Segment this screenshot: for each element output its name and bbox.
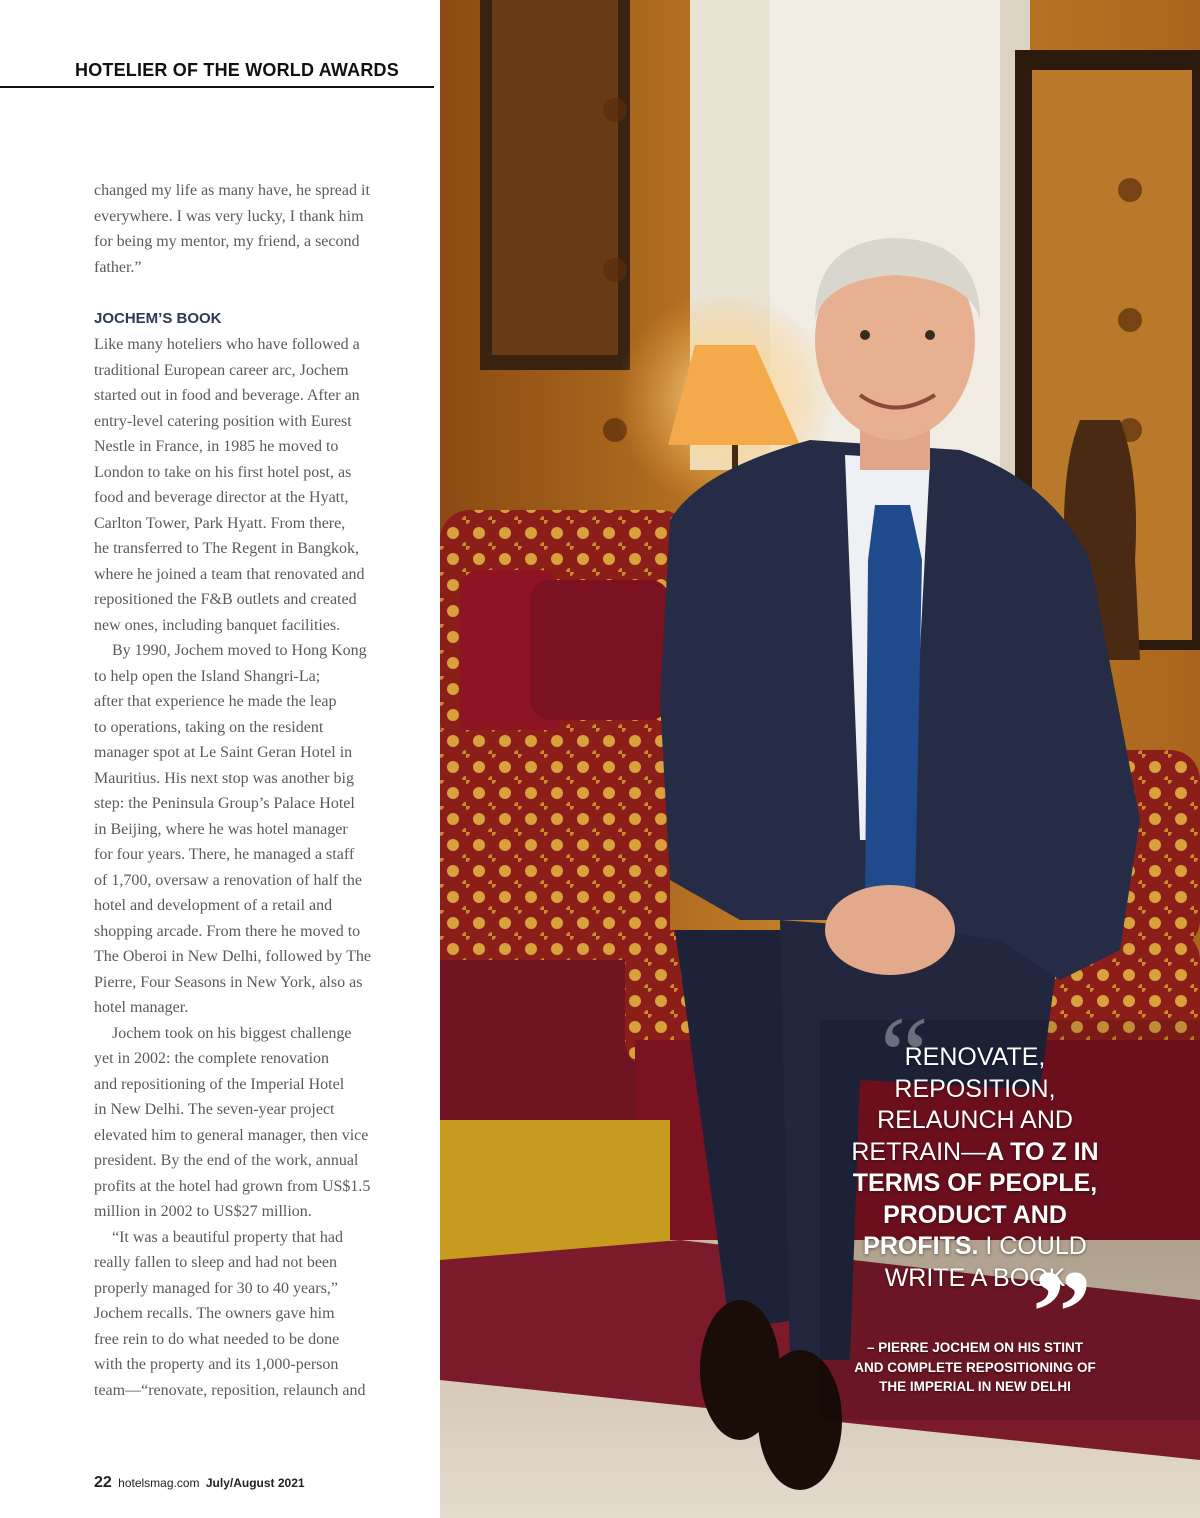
quote-line — [840, 1137, 1110, 1169]
text-line: “It was a beautiful property that had — [112, 1228, 344, 1246]
quote-fragment: I COULD — [978, 1232, 1087, 1260]
paragraph-1 — [94, 332, 422, 638]
header-rule — [0, 86, 434, 88]
text-line: Carlton Tower, Park Hyatt. From there, — [94, 514, 346, 532]
text-line: traditional European career arc, Jochem — [94, 361, 349, 379]
text-line: with the property and its 1,000-person — [94, 1356, 339, 1373]
text-line: to help open the Island Shangri-La; — [94, 667, 321, 685]
quote-line: RELAUNCH AND — [877, 1106, 1073, 1134]
text-line: Jochem took on his biggest challenge — [112, 1024, 352, 1042]
text-line: in Beijing, where he was hotel manager — [94, 820, 348, 838]
paragraph-4 — [94, 1225, 422, 1404]
text-line: entry-level catering position with Eurest — [94, 412, 352, 430]
text-line: elevated him to general manager, then vice — [94, 1126, 369, 1144]
intro-paragraph — [94, 178, 422, 280]
text-line: free rein to do what needed to be done — [94, 1330, 340, 1348]
text-line: team—“renovate, reposition, relaunch and — [94, 1381, 366, 1399]
text-line: hotel and development of a retail and — [94, 897, 333, 914]
text-line: to operations, taking on the resident — [94, 718, 324, 736]
text-line: where he joined a team that renovated and — [94, 565, 365, 583]
attribution-line: – PIERRE JOCHEM ON HIS STINT — [866, 1340, 1084, 1355]
text-line: Nestle in France, in 1985 he moved to — [94, 438, 339, 455]
text-line: really fallen to sleep and had not been — [94, 1254, 338, 1271]
quote-attribution — [840, 1338, 1110, 1397]
close-quote-mark: ” — [1032, 1245, 1092, 1378]
text-line: everywhere. I was very lucky, I thank him — [94, 207, 364, 225]
text-column — [0, 0, 440, 1518]
article-subhead: JOCHEM’S BOOK — [94, 310, 222, 327]
tie — [865, 505, 922, 920]
text-line: shopping arcade. From there he moved to — [94, 922, 361, 940]
paragraph-2 — [94, 638, 422, 1021]
sofa-seat — [440, 730, 670, 960]
footer-issue: July/August 2021 — [205, 1476, 305, 1490]
article-body — [94, 178, 422, 1403]
attribution-line: AND COMPLETE REPOSITIONING OF — [854, 1359, 1096, 1375]
text-line: and repositioning of the Imperial Hotel — [94, 1075, 345, 1093]
spacer — [94, 280, 422, 306]
paragraph-3 — [94, 1021, 422, 1225]
text-line: after that experience he made the leap — [94, 693, 337, 710]
cushion — [530, 580, 670, 720]
text-line: in New Delhi. The seven-year project — [94, 1101, 335, 1118]
page-number: 22 — [94, 1474, 112, 1491]
text-line: for being my mentor, my friend, a second — [94, 233, 360, 250]
text-line: food and beverage director at the Hyatt, — [94, 489, 349, 506]
page-footer — [94, 1474, 305, 1492]
text-line: he transferred to The Regent in Bangkok, — [94, 540, 359, 557]
quote-fragment: RETRAIN— — [851, 1137, 987, 1166]
section-header: HOTELIER OF THE WORLD AWARDS — [75, 60, 399, 80]
quote-fragment: A TO Z IN — [986, 1137, 1099, 1166]
text-line: Jochem recalls. The owners gave him — [94, 1305, 335, 1322]
footer-site: hotelsmag.com — [118, 1476, 200, 1490]
text-line: changed my life as many have, he spread it — [94, 182, 370, 199]
quote-line: WRITE A BOOK — [884, 1263, 1066, 1292]
text-line: started out in food and beverage. After an — [94, 387, 360, 404]
hands — [825, 885, 955, 975]
quote-fragment: PROFITS. — [863, 1232, 979, 1260]
text-line: president. By the end of the work, annual — [94, 1152, 359, 1169]
text-line: Like many hoteliers who have followed a — [94, 336, 360, 353]
quote-line: TERMS OF PEOPLE, — [852, 1169, 1098, 1197]
text-line: London to take on his first hotel post, as — [94, 463, 352, 481]
open-quote-mark: “ — [880, 994, 929, 1116]
text-line: manager spot at Le Saint Geran Hotel in — [94, 744, 353, 761]
text-line: step: the Peninsula Group’s Palace Hotel — [94, 795, 355, 812]
text-line: hotel manager. — [94, 999, 189, 1016]
text-line: new ones, including banquet facilities. — [94, 616, 341, 634]
quote-line: REPOSITION, — [894, 1074, 1056, 1103]
text-line: By 1990, Jochem moved to Hong Kong — [112, 642, 367, 659]
text-line: repositioned the F&B outlets and created — [94, 591, 357, 608]
text-line: million in 2002 to US$27 million. — [94, 1203, 312, 1220]
text-line: of 1,700, oversaw a renovation of half the — [94, 871, 362, 889]
text-line: for four years. There, he managed a staff — [94, 846, 355, 863]
attribution-line: THE IMPERIAL IN NEW DELHI — [879, 1379, 1071, 1394]
text-line: profits at the hotel had grown from US$1.5 — [94, 1177, 371, 1195]
text-line: Mauritius. His next stop was another big — [94, 769, 354, 787]
text-line: Pierre, Four Seasons in New York, also as — [94, 973, 363, 991]
text-line: yet in 2002: the complete renovation — [94, 1050, 330, 1067]
text-line: properly managed for 30 to 40 years,” — [94, 1279, 338, 1297]
quote-line: RENOVATE, — [904, 1043, 1046, 1071]
quote-line: PRODUCT AND — [883, 1200, 1067, 1229]
text-line: father.” — [94, 258, 142, 276]
text-line: The Oberoi in New Delhi, followed by The — [94, 948, 371, 965]
